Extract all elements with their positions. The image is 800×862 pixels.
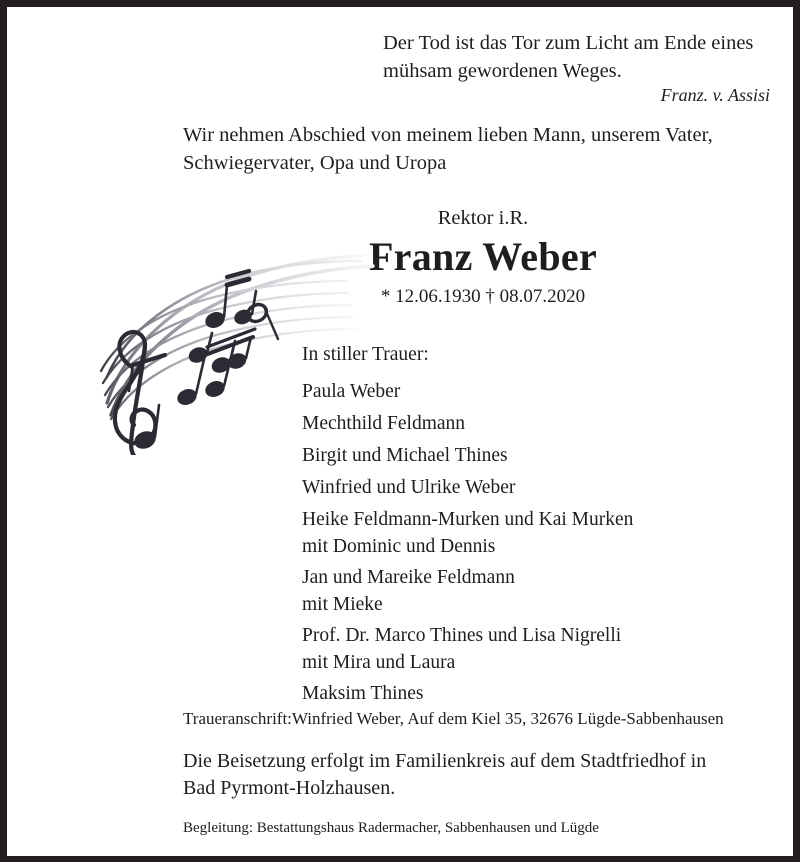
note-heads <box>132 301 270 452</box>
mourner-name: Mechthild Feldmann <box>302 413 466 434</box>
mourning-address: Traueranschrift:Winfried Weber, Auf dem Kiel 35, 32676 Lügde-Sabbenhausen <box>183 709 724 728</box>
mourners-heading: In stiller Trauer: <box>302 344 429 365</box>
list-item <box>302 506 772 560</box>
list-item <box>302 410 772 438</box>
obituary-card-inner <box>7 7 793 856</box>
mourner-name: Birgit und Michael Thines <box>302 445 508 466</box>
list-item <box>302 474 772 502</box>
list-item <box>302 622 772 676</box>
mourner-name: Jan und Mareike Feldmann <box>302 567 515 588</box>
mourner-children: mit Mira und Laura <box>302 652 456 673</box>
mourner-name: Heike Feldmann-Murken und Kai Murken <box>302 509 634 530</box>
mourner-name: Maksim Thines <box>302 683 424 704</box>
funeral-provider: Begleitung: Bestattungshaus Radermacher, Sabbenhausen und Lügde <box>183 820 599 836</box>
mourners-section <box>302 341 772 712</box>
mourner-name: Paula Weber <box>302 381 401 402</box>
intro-line-1: Wir nehmen Abschied von meinem lieben Mann, unserem Vater, <box>183 124 713 146</box>
funeral-line-1: Die Beisetzung erfolgt im Familienkreis auf dem Stadtfriedhof in <box>183 750 707 772</box>
deceased-title: Rektor i.R. <box>437 207 529 229</box>
intro-line-2: Schwiegervater, Opa und Uropa <box>183 152 447 174</box>
list-item <box>302 442 772 470</box>
mourner-children: mit Dominic und Dennis <box>302 536 496 557</box>
list-item <box>302 378 772 406</box>
funeral-line-2: Bad Pyrmont-Holzhausen. <box>183 777 396 799</box>
mourner-name: Prof. Dr. Marco Thines und Lisa Nigrelli <box>302 625 622 646</box>
deceased-section <box>183 205 783 310</box>
deceased-dates: * 12.06.1930 † 08.07.2020 <box>380 286 586 307</box>
list-item <box>302 564 772 618</box>
list-item <box>302 680 772 708</box>
mourner-name: Winfried und Ulrike Weber <box>302 477 516 498</box>
treble-clef <box>115 332 155 455</box>
deceased-name: Franz Weber <box>368 234 598 279</box>
quote-line-2: mühsam gewordenen Weges. <box>383 60 622 82</box>
mourner-children: mit Mieke <box>302 594 383 615</box>
quote-line-1: Der Tod ist das Tor zum Licht am Ende eines <box>383 32 754 54</box>
quote-attribution: Franz. v. Assisi <box>660 85 770 105</box>
funeral-notice <box>183 748 783 802</box>
intro-text <box>183 121 783 177</box>
quote-text <box>383 29 773 85</box>
